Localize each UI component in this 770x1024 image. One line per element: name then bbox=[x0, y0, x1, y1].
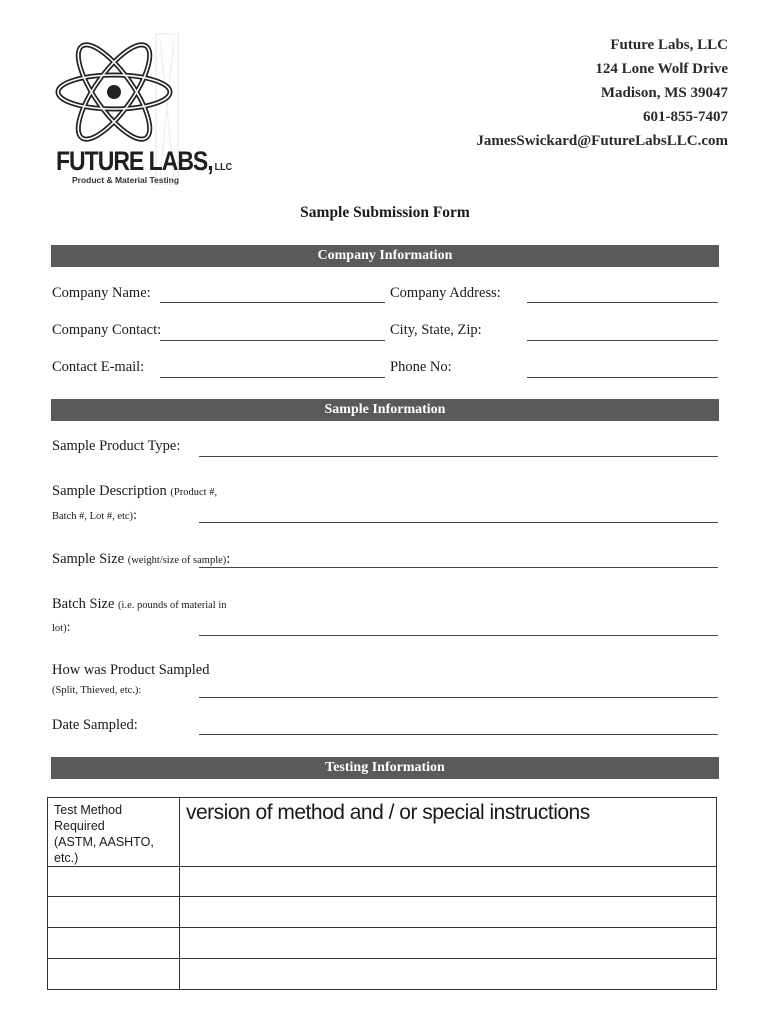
testing-table bbox=[47, 797, 717, 990]
instructions-header: version of method and / or special instructions bbox=[180, 798, 717, 867]
sample-size-label: Sample Size (weight/size of sample): bbox=[52, 551, 231, 567]
sample-info-header: Sample Information bbox=[51, 399, 719, 421]
how-sampled-field[interactable] bbox=[199, 697, 718, 698]
phone-no-label: Phone No: bbox=[390, 359, 452, 375]
company-name-field[interactable] bbox=[160, 302, 385, 303]
date-sampled-label: Date Sampled: bbox=[52, 717, 138, 733]
company-address-block bbox=[476, 33, 728, 153]
city-state-zip: Madison, MS 39047 bbox=[600, 85, 728, 101]
contact-email-label: Contact E-mail: bbox=[52, 359, 145, 375]
testing-table-header-row bbox=[48, 798, 717, 867]
email-address: JamesSwickard@FutureLabsLLC.com bbox=[476, 133, 728, 149]
logo-wordmark: FUTURE LABS, LLC bbox=[56, 146, 233, 176]
sample-product-type-label: Sample Product Type: bbox=[52, 438, 181, 454]
company-name-label: Company Name: bbox=[52, 285, 151, 301]
sample-description-label: Sample Description (Product #, bbox=[52, 483, 218, 499]
table-row bbox=[48, 959, 717, 990]
company-address-label: Company Address: bbox=[390, 285, 501, 301]
city-state-zip-field[interactable] bbox=[527, 340, 718, 341]
table-row bbox=[48, 897, 717, 928]
company-address-field[interactable] bbox=[527, 302, 718, 303]
company-info-header: Company Information bbox=[51, 245, 719, 267]
instructions-cell[interactable] bbox=[180, 928, 717, 959]
phone-number: 601-855-7407 bbox=[643, 109, 728, 125]
sample-size-field[interactable] bbox=[199, 567, 718, 568]
company-name: Future Labs, LLC bbox=[610, 37, 728, 53]
testing-info-header: Testing Information bbox=[51, 757, 719, 779]
city-state-zip-label: City, State, Zip: bbox=[390, 322, 482, 338]
batch-size-field[interactable] bbox=[199, 635, 718, 636]
how-sampled-note: (Split, Thieved, etc.): bbox=[52, 685, 142, 696]
batch-size-label: Batch Size (i.e. pounds of material in bbox=[52, 596, 227, 612]
test-method-cell[interactable] bbox=[48, 867, 180, 897]
test-method-cell[interactable] bbox=[48, 959, 180, 990]
sample-description-note: Batch #, Lot #, etc): bbox=[52, 508, 137, 523]
form-title: Sample Submission Form bbox=[300, 204, 470, 221]
company-contact-label: Company Contact: bbox=[52, 322, 162, 338]
instructions-cell[interactable] bbox=[180, 897, 717, 928]
street-address: 124 Lone Wolf Drive bbox=[595, 61, 728, 77]
table-row bbox=[48, 928, 717, 959]
contact-email-field[interactable] bbox=[160, 377, 385, 378]
how-sampled-label: How was Product Sampled bbox=[52, 662, 210, 678]
sample-product-type-field[interactable] bbox=[199, 456, 718, 457]
test-method-cell[interactable] bbox=[48, 928, 180, 959]
test-method-header: Test Method Required (ASTM, AASHTO, etc.) bbox=[48, 798, 180, 867]
date-sampled-field[interactable] bbox=[199, 734, 718, 735]
table-row bbox=[48, 867, 717, 897]
phone-no-field[interactable] bbox=[527, 377, 718, 378]
logo-tagline: Product & Material Testing bbox=[72, 175, 180, 185]
sample-description-field[interactable] bbox=[199, 522, 718, 523]
test-method-cell[interactable] bbox=[48, 897, 180, 928]
instructions-cell[interactable] bbox=[180, 867, 717, 897]
batch-size-note: lot): bbox=[52, 620, 71, 635]
instructions-cell[interactable] bbox=[180, 959, 717, 990]
company-contact-field[interactable] bbox=[160, 340, 385, 341]
